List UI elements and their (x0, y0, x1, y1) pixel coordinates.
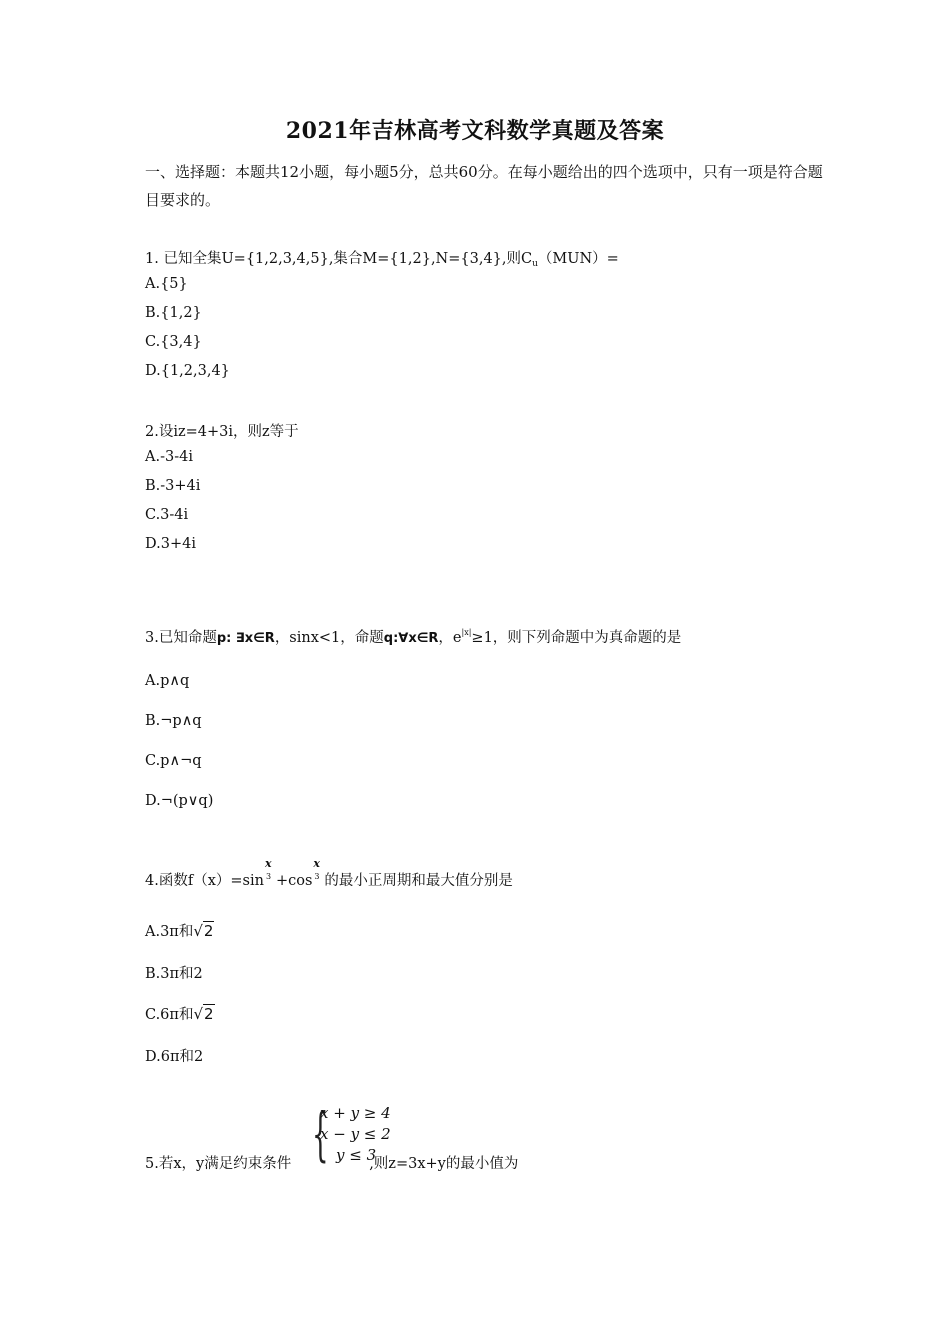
fraction-denominator: 3 (265, 872, 272, 881)
sqrt-symbol: √2 (193, 922, 214, 940)
fraction-numerator: x (313, 857, 320, 870)
question-4-text-a: 4.函数f（x）=sin (145, 873, 264, 889)
question-5-stem (145, 1152, 518, 1173)
question-1-option-b: B.{1,2} (145, 305, 202, 321)
question-4-option-d: D.6π和2 (145, 1049, 204, 1065)
question-3-option-b: B.¬p∧q (145, 713, 202, 729)
question-3-stem (145, 626, 681, 647)
constraint-2: x − y ≤ 2 (320, 1125, 391, 1143)
question-4-stem (145, 857, 513, 890)
question-1-text-a: 1. 已知全集U={1,2,3,4,5},集合M={1,2},N={3,4},则C (145, 251, 533, 267)
fraction-x-over-3 (264, 857, 276, 885)
question-4-text-b: +cos (275, 873, 313, 889)
question-2-option-b: B.-3+4i (145, 478, 201, 494)
question-3-text-a: 3.已知命题 (145, 630, 217, 646)
sqrt-symbol: √2 (193, 1005, 214, 1023)
option-label: C.6π和 (145, 1007, 194, 1023)
question-4-option-b: B.3π和2 (145, 966, 203, 982)
question-4-option-a (145, 920, 214, 941)
question-1-option-d: D.{1,2,3,4} (145, 363, 230, 379)
complement-subscript: u (532, 259, 538, 269)
question-4-text-c: 的最小正周期和最大值分别是 (324, 873, 513, 889)
question-2-option-d: D.3+4i (145, 536, 196, 552)
left-brace: { (312, 1100, 329, 1168)
proposition-p: p: ∃x∈R (216, 631, 275, 646)
proposition-q: q:∀x∈R (383, 631, 439, 646)
question-3-option-a: A.p∧q (145, 673, 190, 689)
radicand: 2 (203, 922, 214, 940)
fraction-denominator: 3 (314, 872, 320, 881)
question-3-text-c: ，e (438, 630, 462, 646)
radicand: 2 (204, 1005, 214, 1023)
question-3-option-c: C.p∧¬q (145, 753, 202, 769)
constraint-1: x + y ≥ 4 (320, 1104, 391, 1122)
question-2-stem: 2.设iz=4+3i，则z等于 (145, 424, 299, 440)
section-intro: 一、选择题：本题共12小题，每小题5分，总共60分。在每小题给出的四个选项中，只有一项是符合题目要求的。 (145, 163, 823, 209)
fraction-x-over-3 (312, 857, 324, 885)
question-4-option-c (145, 1003, 215, 1024)
option-label: A.3π和 (145, 924, 194, 940)
question-1-option-c: C.{3,4} (145, 334, 202, 350)
question-5-text-a: 5.若x，y满足约束条件 (145, 1156, 292, 1172)
page-title: 2021年吉林高考文科数学真题及答案 (285, 118, 665, 144)
question-1-option-a: A.{5} (145, 276, 188, 292)
question-2-option-c: C.3-4i (145, 507, 189, 523)
exponent-abs-x: |x| (461, 628, 472, 637)
constraint-3: y ≤ 3 (336, 1146, 377, 1164)
question-5-text-b: ,则z=3x+y的最小值为 (369, 1156, 519, 1172)
question-3-text-d: ≥1，则下列命题中为真命题的是 (471, 630, 682, 646)
question-3-option-d: D.¬(p∨q) (145, 793, 214, 809)
question-1-stem (145, 247, 619, 269)
question-2-option-a: A.-3-4i (145, 449, 193, 465)
fraction-numerator: x (264, 857, 272, 870)
question-1-text-b: （MUN）= (537, 251, 619, 267)
question-3-text-b: ，sinx<1，命题 (274, 630, 384, 646)
